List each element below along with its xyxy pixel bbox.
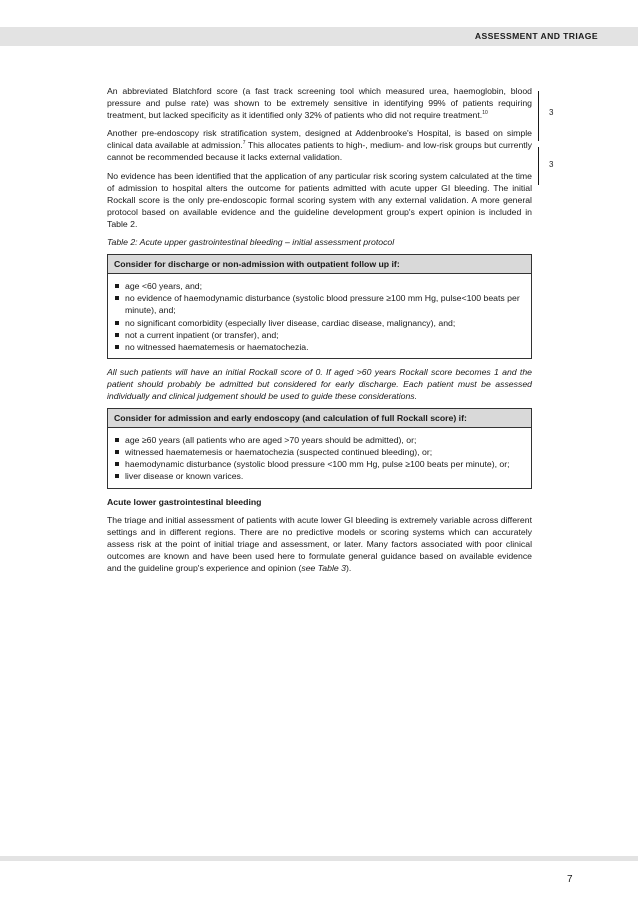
lower-gi-heading: Acute lower gastrointestinal bleeding: [107, 496, 262, 507]
discharge-criteria-box: [107, 254, 532, 359]
list-item: age ≥60 years (all patients who are aged >70 years should be admitted), or;: [114, 434, 525, 446]
list-item: liver disease or known varices.: [114, 470, 525, 482]
no-evidence-paragraph: No evidence has been identified that the application of any particular risk scoring system calculated at the time of admission to hospital alters the outcome for patients admitted with acute upper GI bleeding. The initial Rockall score is the only pre-endoscopic formal scoring system with any external validation. A more general protocol based on available evidence and the guideline development group's expert opinion is included in Table 2.: [107, 170, 532, 229]
page-number: 7: [567, 874, 573, 885]
evidence-level-2: 3: [549, 160, 554, 169]
discharge-criteria-list: [108, 274, 531, 358]
admission-criteria-list: [108, 428, 531, 487]
evidence-bar-1: [538, 91, 539, 141]
admission-criteria-box: [107, 408, 532, 488]
section-title: ASSESSMENT AND TRIAGE: [474, 31, 598, 41]
footer-band: [0, 856, 638, 861]
discharge-criteria-heading: Consider for discharge or non-admission with outpatient follow up if:: [108, 255, 531, 274]
rockall-note: All such patients will have an initial Rockall score of 0. If aged >60 years Rockall score becomes 1 and the patient should probably be admitted but considered for early discharge. Each patient must be assessed individually and clinical judgement should be used to guide these considerations.: [107, 366, 532, 401]
list-item: no evidence of haemodynamic disturbance (systolic blood pressure ≥100 mm Hg, pulse<100 beats per minute), and;: [114, 292, 525, 316]
list-item: no significant comorbidity (especially liver disease, cardiac disease, malignancy), and;: [114, 317, 525, 329]
admission-criteria-heading: Consider for admission and early endoscopy (and calculation of full Rockall score) if:: [108, 409, 531, 428]
table-caption: Table 2: Acute upper gastrointestinal bleeding – initial assessment protocol: [107, 237, 395, 248]
reference-7: 7: [242, 140, 246, 147]
list-item: haemodynamic disturbance (systolic blood pressure <100 mm Hg, pulse ≥100 beats per minute), or;: [114, 458, 525, 470]
reference-10: 10: [482, 110, 488, 117]
main-content: [107, 85, 532, 580]
see-table-3-reference: see Table 3: [301, 563, 346, 573]
evidence-level-1: 3: [549, 108, 554, 117]
list-item: witnessed haematemesis or haematochezia (suspected continued bleeding), or;: [114, 446, 525, 458]
lower-gi-paragraph: The triage and initial assessment of patients with acute lower GI bleeding is extremely variable across different settings and in different regions. There are no predictive models or scoring systems which can accurately assess risk at the point of initial triage and assessment, or later. Many factors associated with poor clinical outcomes are known and have been used here to formulate general guidance based on available evidence and the guideline group's experience and opinion (see Table 3).: [107, 514, 532, 573]
list-item: not a current inpatient (or transfer), and;: [114, 329, 525, 341]
list-item: age <60 years, and;: [114, 280, 525, 292]
evidence-bar-2: [538, 147, 539, 185]
list-item: no witnessed haematemesis or haematochezia.: [114, 341, 525, 353]
addenbrookes-paragraph: Another pre-endoscopy risk stratification system, designed at Addenbrooke's Hospital, is based on simple clinical data available at admission.$^7$ This allocates patients to high-, medium- and low-risk groups but currently cannot be recommended because it lacks external validation.: [107, 128, 532, 163]
blatchford-paragraph: An abbreviated Blatchford score (a fast track screening tool which measured urea, haemoglobin, blood pressure and pulse rate) was shown to be extremely sensitive in identifying 99% of patients requiring treatment, but lacked specificity as it identified only 32% of patients who did not require treatment.$^{10}$: [107, 86, 532, 121]
